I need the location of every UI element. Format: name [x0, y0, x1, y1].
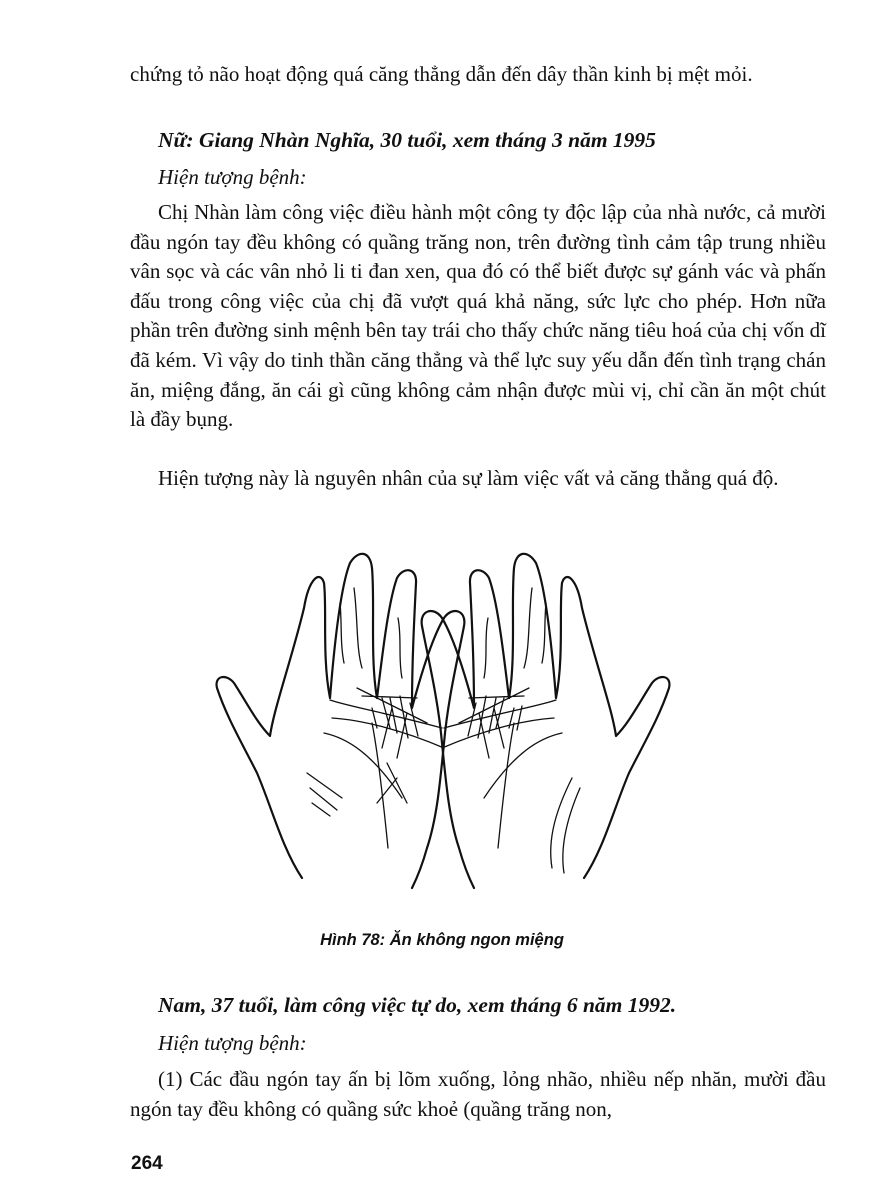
intro-paragraph-end: chứng tỏ não hoạt động quá căng thẳng dẫn đến dây thần kinh bị mệt mỏi. [130, 62, 753, 86]
palm-illustration [212, 548, 674, 896]
left-hand-drawing [217, 554, 465, 888]
case2-heading: Nam, 37 tuổi, làm công việc tự do, xem tháng 6 năm 1992. [158, 993, 677, 1017]
case1-paragraph-2: Hiện tượng này là nguyên nhân của sự làm việc vất vả căng thẳng quá độ. [158, 466, 779, 490]
case1-symptom-label: Hiện tượng bệnh: [158, 165, 307, 189]
page-number: 264 [131, 1153, 163, 1174]
case1-heading: Nữ: Giang Nhàn Nghĩa, 30 tuổi, xem tháng 3 năm 1995 [158, 128, 656, 152]
case2-symptom-label: Hiện tượng bệnh: [158, 1031, 307, 1055]
case2-paragraph-1: (1) Các đầu ngón tay ấn bị lõm xuống, lỏng nhão, nhiều nếp nhăn, mười đầu ngón tay đều không có quầng sức khoẻ (quầng trăng non, [130, 1067, 826, 1121]
right-hand-drawing [422, 554, 670, 888]
figure-caption: Hình 78: Ăn không ngon miệng [320, 931, 564, 949]
case1-paragraph-1: Chị Nhàn làm công việc điều hành một công ty độc lập của nhà nước, cả mười đầu ngón tay đều không có quầng trăng non, trên đường tình cảm tập trung nhiều vân sọc và các vân nhỏ li ti đan xen, qua đó có thể biết được sự gánh vác và phấn đấu trong công việc của chị đã vượt quá khả năng, sức lực cho phép. Hơn nữa phần trên đường sinh mệnh bên tay trái cho thấy chức năng tiêu hoá của chị vốn dĩ đã kém. Vì vậy do tinh thần căng thẳng và thể lực suy yếu dẫn đến tình trạng chán ăn, miệng đắng, ăn cái gì cũng không cảm nhận được mùi vị, chỉ cần ăn một chút là đầy bụng. [130, 200, 826, 432]
